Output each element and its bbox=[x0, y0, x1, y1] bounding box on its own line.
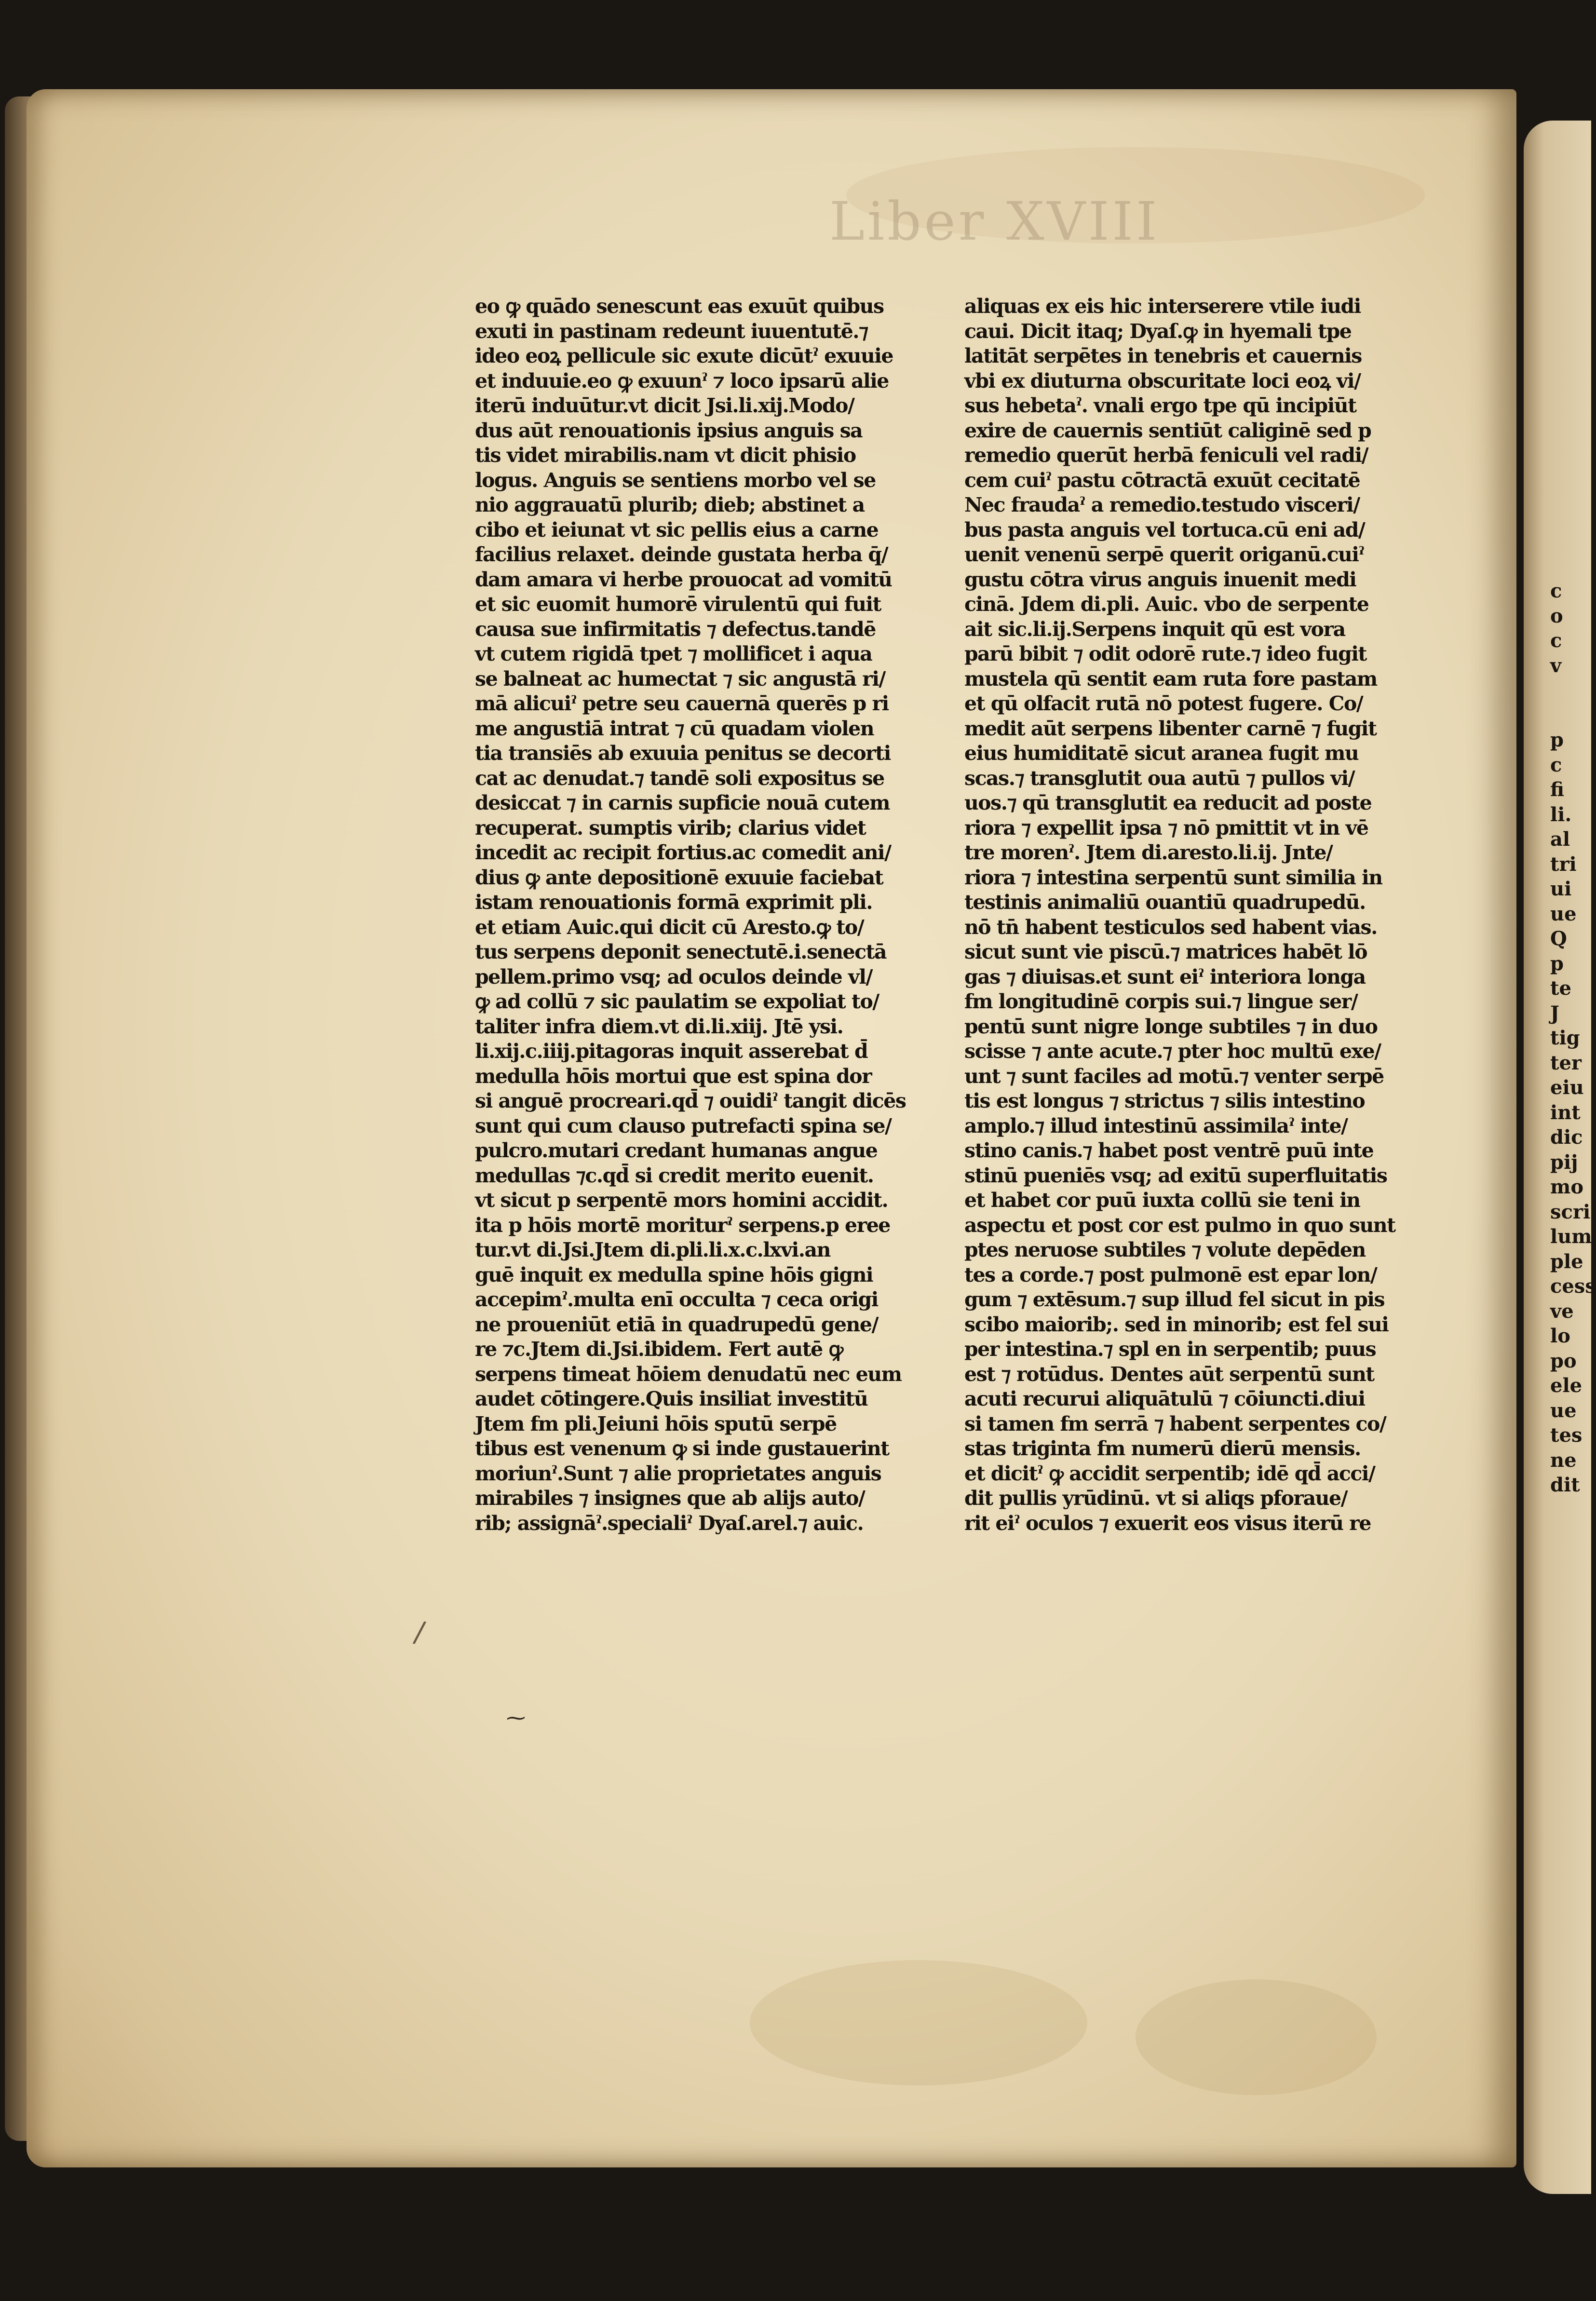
facing-page-fragment: ue bbox=[1550, 1399, 1577, 1422]
right-text-column bbox=[964, 294, 1427, 1536]
text-line: tes a corde.⁊ post pulmonē est epar lon/ bbox=[964, 1263, 1377, 1286]
text-line: taliter infra diem.vt di.li.xiij. Jtē ysi. bbox=[475, 1015, 843, 1038]
text-line: rib; assignāˀ.specialiˀ Dyaſ.arel.⁊ auic. bbox=[475, 1511, 864, 1535]
text-line: dus aūt renouationis ipsius anguis sa bbox=[475, 419, 863, 442]
text-line: fm longitudinē corpis sui.⁊ lingue ser/ bbox=[964, 990, 1358, 1013]
text-line: logus. Anguis se sentiens morbo vel se bbox=[475, 468, 876, 492]
text-line: cem cuiˀ pastu cōtractā exuūt cecitatē bbox=[964, 468, 1360, 492]
text-line: gustu cōtra virus anguis inuenit medi bbox=[964, 568, 1356, 591]
text-line: exuti in pastinam redeunt iuuentutē.⁊ bbox=[475, 319, 868, 343]
text-line: nō tn̄ habent testiculos sed habent vias. bbox=[964, 915, 1377, 939]
text-line: gum ⁊ extēsum.⁊ sup illud fel sicut in pis bbox=[964, 1288, 1385, 1311]
text-line: tre morenˀ. Jtem di.aresto.li.ij. Jnte/ bbox=[964, 841, 1333, 864]
facing-page-fragment: c bbox=[1550, 629, 1562, 652]
facing-page-fragment: o bbox=[1550, 604, 1563, 627]
text-line: eo ꝙ quādo senescunt eas exuūt quibus bbox=[475, 295, 884, 318]
text-line: Nec fraudaˀ a remedio.testudo visceri/ bbox=[964, 493, 1360, 516]
text-line: riora ⁊ intestina serpentū sunt similia in bbox=[964, 866, 1382, 889]
text-line: testinis animaliū ouantiū quadrupedū. bbox=[964, 891, 1366, 914]
text-line: sunt qui cum clauso putrefacti spina se/ bbox=[475, 1114, 892, 1137]
facing-page-fragment: dic bbox=[1550, 1126, 1583, 1149]
text-line: li.xij.c.iiij.pitagoras inquit asserebat d̄ bbox=[475, 1040, 868, 1063]
text-line: acuti recurui aliquātulū ⁊ cōiuncti.diui bbox=[964, 1387, 1365, 1410]
text-line: ideo eoꝝ pellicule sic exute dicūtˀ exuuie bbox=[475, 344, 893, 367]
text-line: uos.⁊ qū transglutit ea reducit ad poste bbox=[964, 791, 1372, 814]
text-line: tis videt mirabilis.nam vt dicit phisio bbox=[475, 444, 856, 467]
text-line: eius humiditatē sicut aranea fugit mu bbox=[964, 742, 1359, 765]
text-line: moriunˀ.Sunt ⁊ alie proprietates anguis bbox=[475, 1462, 881, 1485]
facing-page-fragment: tes bbox=[1550, 1424, 1582, 1447]
facing-page-fragment: al bbox=[1550, 828, 1570, 851]
text-line: et sic euomit humorē virulentū qui fuit bbox=[475, 593, 881, 616]
text-line: ait sic.li.ij.Serpens inquit qū est vora bbox=[964, 617, 1345, 641]
text-line: tibus est venenum ꝙ si inde gustauerint bbox=[475, 1437, 889, 1460]
facing-page-fragment: tri bbox=[1550, 853, 1577, 876]
facing-page-fragment: pij bbox=[1550, 1150, 1578, 1174]
text-line: tis est longus ⁊ strictus ⁊ silis intestino bbox=[964, 1089, 1365, 1112]
text-line: et habet cor puū iuxta collū sie teni in bbox=[964, 1189, 1360, 1212]
text-line: medullas ⁊c.qd̄ si credit merito euenit. bbox=[475, 1164, 874, 1187]
facing-page-fragment: ui bbox=[1550, 878, 1572, 900]
facing-page-fragment: ter bbox=[1550, 1051, 1582, 1074]
pencil-mark: / bbox=[412, 1614, 428, 1650]
text-line: unt ⁊ sunt faciles ad motū.⁊ venter serpē bbox=[964, 1064, 1384, 1088]
text-line: causa sue infirmitatis ⁊ defectus.tandē bbox=[475, 617, 876, 641]
text-line: facilius relaxet. deinde gustata herba q̄/ bbox=[475, 543, 888, 566]
facing-page-fragment: dit bbox=[1550, 1474, 1580, 1496]
text-line: Jtem fm pli.Jeiuni hōis sputū serpē bbox=[475, 1412, 837, 1435]
facing-page-fragment: ve bbox=[1550, 1299, 1574, 1323]
text-line: dius ꝙ ante depositionē exuuie faciebat bbox=[475, 866, 883, 889]
text-line: ne proueniūt etiā in quadrupedū gene/ bbox=[475, 1313, 878, 1336]
text-line: scisse ⁊ ante acute.⁊ pter hoc multū exe/ bbox=[964, 1040, 1381, 1063]
text-line: iterū induūtur.vt dicit Jsi.li.xij.Modo/ bbox=[475, 394, 854, 417]
text-line: re ⁊c.Jtem di.Jsi.ibidem. Fert autē ꝙ bbox=[475, 1338, 843, 1361]
facing-page-fragment: li. bbox=[1550, 803, 1572, 826]
text-line: si tamen fm serrā ⁊ habent serpentes co/ bbox=[964, 1412, 1386, 1435]
text-line: mustela qū sentit eam ruta fore pastam bbox=[964, 667, 1377, 690]
text-line: audet cōtingere.Quis insiliat investitū bbox=[475, 1387, 868, 1410]
text-line: stas triginta fm numerū dierū mensis. bbox=[964, 1437, 1361, 1460]
running-head-showthrough: Liber XVIII bbox=[829, 190, 1160, 252]
text-line: uenit venenū serpē querit origanū.cuiˀ bbox=[964, 543, 1364, 566]
facing-page-fragment: J bbox=[1550, 1002, 1559, 1025]
text-line: incedit ac recipit fortius.ac comedit ani/ bbox=[475, 841, 891, 864]
text-line: rit eiˀ oculos ⁊ exuerit eos visus iterū re bbox=[964, 1511, 1371, 1535]
text-line: aliquas ex eis hic interserere vtile iudi bbox=[964, 295, 1361, 318]
text-line: dam amara vi herbe prouocat ad vomitū bbox=[475, 568, 892, 591]
text-line: mā alicuiˀ petre seu cauernā querēs p ri bbox=[475, 692, 889, 715]
text-line: tus serpens deponit senectutē.i.senectā bbox=[475, 940, 887, 963]
text-line: scibo maiorib;. sed in minorib; est fel sui bbox=[964, 1313, 1389, 1336]
text-line: guē inquit ex medulla spine hōis gigni bbox=[475, 1263, 873, 1286]
facing-page-fragment: lo bbox=[1550, 1325, 1570, 1347]
text-line: aspectu et post cor est pulmo in quo sunt bbox=[964, 1213, 1395, 1237]
text-line: pellem.primo vsq; ad oculos deinde vl/ bbox=[475, 965, 872, 988]
facing-page-fragment: eiu bbox=[1550, 1076, 1584, 1099]
text-line: latitāt serpētes in tenebris et cauernis bbox=[964, 344, 1362, 367]
water-stain bbox=[1136, 1979, 1377, 2095]
facing-page-fragment: ne bbox=[1550, 1448, 1577, 1472]
facing-page-fragment: po bbox=[1550, 1349, 1577, 1372]
text-line: dit pullis yrūdinū. vt si aliqs pforaue/ bbox=[964, 1487, 1348, 1510]
text-line: vt sicut p serpentē mors homini accidit. bbox=[475, 1189, 888, 1212]
text-line: vbi ex diuturna obscuritate loci eoꝝ vi/ bbox=[964, 369, 1361, 393]
text-line: nio aggrauatū plurib; dieb; abstinet a bbox=[475, 493, 865, 516]
facing-page-fragment: p bbox=[1550, 729, 1564, 751]
facing-page-fragment: p bbox=[1550, 952, 1564, 975]
facing-page-fragment: v bbox=[1550, 654, 1562, 677]
text-line: desiccat ⁊ in carnis supficie nouā cutem bbox=[475, 791, 890, 814]
text-line: istam renouationis formā exprimit pli. bbox=[475, 891, 873, 914]
text-line: et etiam Auic.qui dicit cū Aresto.ꝙ to/ bbox=[475, 915, 864, 939]
text-line: parū bibit ⁊ odit odorē rute.⁊ ideo fugit bbox=[964, 642, 1366, 665]
facing-page-text bbox=[1550, 579, 1594, 1498]
text-line: medit aūt serpens libenter carnē ⁊ fugit bbox=[964, 717, 1377, 740]
facing-page-fragment: ue bbox=[1550, 902, 1577, 925]
ink-mark: ⁓ bbox=[506, 1707, 526, 1729]
facing-page-fragment: scri bbox=[1550, 1200, 1591, 1223]
text-line: riora ⁊ expellit ipsa ⁊ nō pmittit vt in vē bbox=[964, 816, 1368, 839]
text-line: tur.vt di.Jsi.Jtem di.pli.li.x.c.lxvi.an bbox=[475, 1238, 830, 1261]
text-line: gas ⁊ diuisas.et sunt eiˀ interiora longa bbox=[964, 965, 1366, 988]
text-line: et induuie.eo ꝙ exuunˀ ⁊ loco ipsarū alie bbox=[475, 369, 889, 393]
text-line: tia transiēs ab exuuia penitus se decorti bbox=[475, 742, 891, 765]
text-line: cat ac denudat.⁊ tandē soli expositus se bbox=[475, 766, 884, 790]
facing-page-fragment: ele bbox=[1550, 1374, 1582, 1397]
text-line: exire de cauernis sentiūt caliginē sed p bbox=[964, 419, 1371, 442]
text-line: scas.⁊ transglutit oua autū ⁊ pullos vi/ bbox=[964, 766, 1355, 790]
text-line: stino canis.⁊ habet post ventrē puū inte bbox=[964, 1139, 1374, 1162]
facing-page-edge bbox=[1524, 121, 1596, 2194]
facing-page-fragment: Q bbox=[1550, 927, 1567, 950]
facing-page-fragment: int bbox=[1550, 1101, 1581, 1124]
facing-page-fragment: cess bbox=[1550, 1275, 1596, 1298]
facing-page-fragment: fi bbox=[1550, 778, 1565, 801]
text-line: bus pasta anguis vel tortuca.cū eni ad/ bbox=[964, 518, 1365, 541]
facing-page-fragment: c bbox=[1550, 580, 1562, 602]
text-line: amplo.⁊ illud intestinū assimilaˀ inte/ bbox=[964, 1114, 1348, 1137]
left-text-column bbox=[475, 294, 923, 1536]
facing-page-fragment bbox=[1550, 678, 1594, 703]
facing-page-fragment: ple bbox=[1550, 1250, 1583, 1273]
facing-page-fragment: lum bbox=[1550, 1225, 1592, 1248]
text-line: cinā. Jdem di.pli. Auic. vbo de serpente bbox=[964, 593, 1369, 616]
water-stain bbox=[750, 1960, 1087, 2085]
text-line: accepimˀ.multa enī occulta ⁊ ceca origi bbox=[475, 1288, 878, 1311]
text-line: stinū pueniēs vsq; ad exitū superfluitatis bbox=[964, 1164, 1387, 1187]
text-line: pulcro.mutari credant humanas angue bbox=[475, 1139, 878, 1162]
facing-page-fragment bbox=[1550, 703, 1594, 728]
text-line: ita p hōis mortē moriturˀ serpens.p eree bbox=[475, 1213, 890, 1237]
facing-page-fragment: mo bbox=[1550, 1176, 1584, 1198]
text-line: sus hebetaˀ. vnali ergo tpe qū incipiūt bbox=[964, 394, 1356, 417]
text-line: recuperat. sumptis virib; clarius videt bbox=[475, 816, 866, 839]
text-line: remedio querūt herbā feniculi vel radi/ bbox=[964, 444, 1368, 467]
text-line: mirabiles ⁊ insignes que ab alijs auto/ bbox=[475, 1487, 865, 1510]
text-line: et qū olfacit rutā nō potest fugere. Co/ bbox=[964, 692, 1363, 715]
text-line: medulla hōis mortui que est spina dor bbox=[475, 1064, 872, 1088]
facing-page-fragment: tig bbox=[1550, 1027, 1580, 1049]
facing-page-fragment: te bbox=[1550, 977, 1571, 1000]
text-line: me angustiā intrat ⁊ cū quadam violen bbox=[475, 717, 874, 740]
text-line: ꝙ ad collū ⁊ sic paulatim se expoliat to/ bbox=[475, 990, 879, 1013]
facing-page-fragment: c bbox=[1550, 753, 1562, 776]
text-line: est ⁊ rotūdus. Dentes aūt serpentū sunt bbox=[964, 1362, 1374, 1386]
text-line: per intestina.⁊ spl en in serpentib; puus bbox=[964, 1338, 1376, 1361]
text-line: sicut sunt vie piscū.⁊ matrices habēt lō bbox=[964, 940, 1367, 963]
text-line: si anguē procreari.qd̄ ⁊ ouidiˀ tangit dicēs bbox=[475, 1089, 906, 1112]
text-line: serpens timeat hōiem denudatū nec eum bbox=[475, 1362, 902, 1386]
text-line: caui. Dicit itaq; Dyaſ.ꝙ in hyemali tpe bbox=[964, 319, 1352, 343]
text-line: pentū sunt nigre longe subtiles ⁊ in duo bbox=[964, 1015, 1378, 1038]
text-line: ptes neruose subtiles ⁊ volute depēden bbox=[964, 1238, 1366, 1261]
text-line: vt cutem rigidā tpet ⁊ mollificet i aqua bbox=[475, 642, 872, 665]
text-line: se balneat ac humectat ⁊ sic angustā ri/ bbox=[475, 667, 885, 690]
text-line: cibo et ieiunat vt sic pellis eius a carne bbox=[475, 518, 879, 541]
text-line: et dicitˀ ꝙ accidit serpentib; idē qd̄ acci/ bbox=[964, 1462, 1375, 1485]
